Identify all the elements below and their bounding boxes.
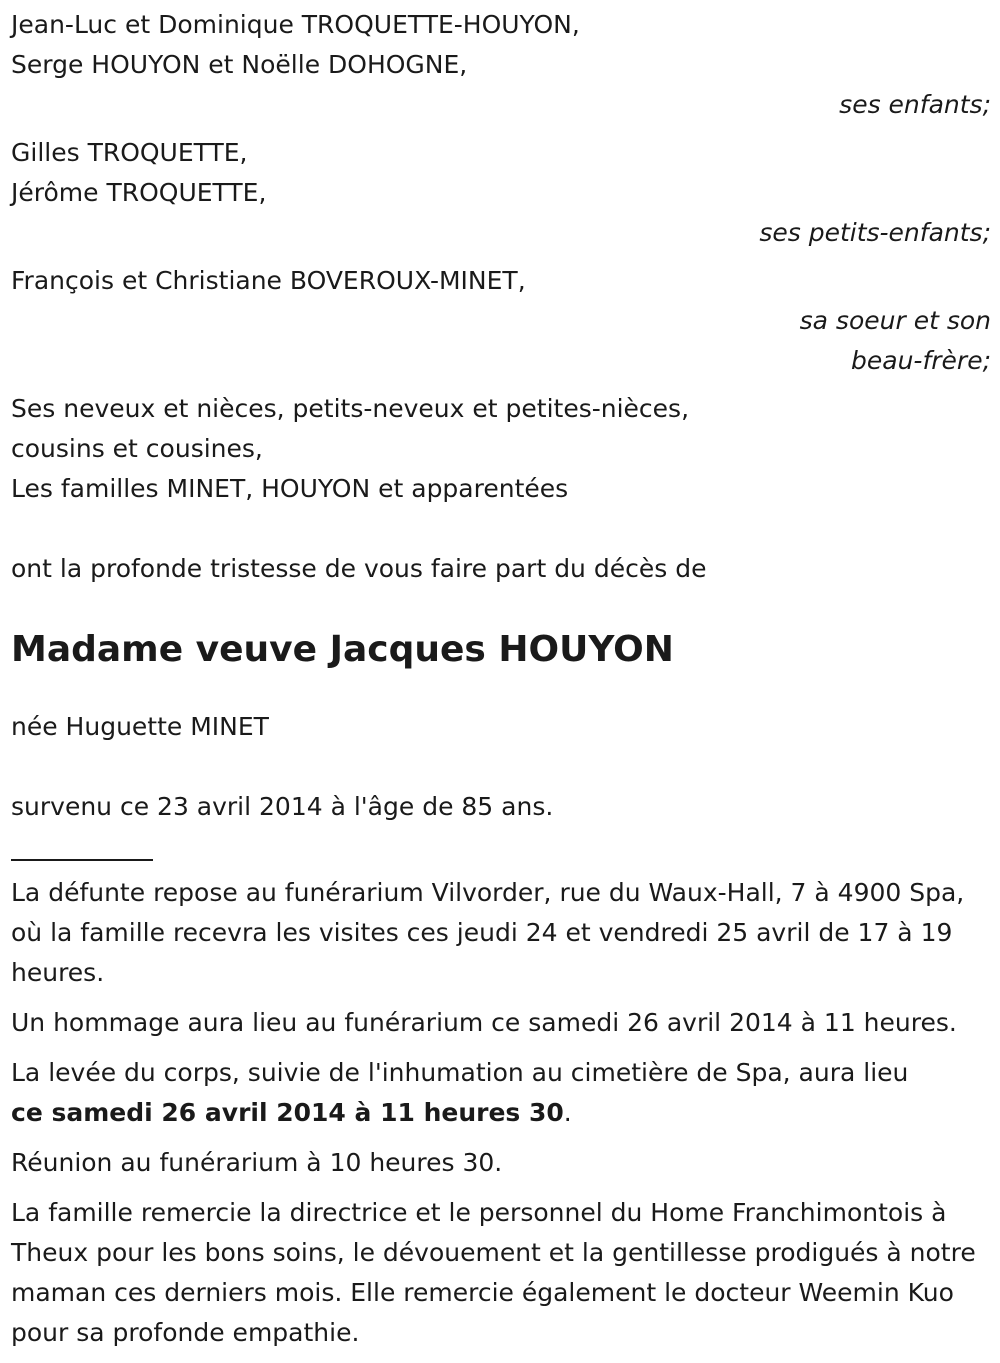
sister-section: [11, 261, 991, 381]
announcement-text: ont la profonde tristesse de vous faire part du décès de: [11, 554, 707, 583]
sister-label: beau-frère;: [851, 346, 991, 375]
deceased-name: Madame veuve Jacques HOUYON: [11, 629, 674, 670]
grandchildren-line: Gilles TROQUETTE,: [11, 138, 248, 167]
repose-paragraph: La défunte repose au funérarium Vilvorder, rue du Waux-Hall, 7 à 4900 Spa, où la famille recevra les visites ces jeudi 24 et vendredi 25 avril de 17 à 19 heures.: [11, 878, 965, 987]
levee-date-bold: ce samedi 26 avril 2014 à 11 heures 30: [11, 1098, 564, 1127]
levee-paragraph: [11, 1053, 991, 1133]
grandchildren-label: ses petits-enfants;: [759, 218, 991, 247]
grandchildren-section: [11, 133, 991, 253]
family-line: cousins et cousines,: [11, 434, 263, 463]
reunion-paragraph: Réunion au funérarium à 10 heures 30.: [11, 1148, 503, 1177]
thanks-paragraph: La famille remercie la directrice et le personnel du Home Franchimontois à Theux pour les bons soins, le dévouement et la gentillesse prodigués à notre maman ces derniers mois. Elle remercie également le docteur Weemin Kuo pour sa profonde empathie.: [11, 1198, 976, 1347]
family-line: Ses neveux et nièces, petits-neveux et petites-nièces,: [11, 394, 690, 423]
obituary-notice: [11, 5, 991, 1363]
children-line: Serge HOUYON et Noëlle DOHOGNE,: [11, 50, 468, 79]
grandchildren-line: Jérôme TROQUETTE,: [11, 178, 267, 207]
children-line: Jean-Luc et Dominique TROQUETTE-HOUYON,: [11, 10, 580, 39]
maiden-name: née Huguette MINET: [11, 712, 269, 741]
sister-line: François et Christiane BOVEROUX-MINET,: [11, 266, 526, 295]
levee-text: La levée du corps, suivie de l'inhumation au cimetière de Spa, aura lieu: [11, 1058, 909, 1087]
extended-family-section: [11, 389, 991, 509]
children-section: [11, 5, 991, 125]
family-line: Les familles MINET, HOUYON et apparentées: [11, 474, 569, 503]
sister-label: sa soeur et son: [799, 306, 991, 335]
levee-end: .: [563, 1098, 572, 1127]
children-label: ses enfants;: [839, 90, 991, 119]
death-date: survenu ce 23 avril 2014 à l'âge de 85 ans.: [11, 792, 554, 821]
divider: [11, 833, 153, 861]
hommage-paragraph: Un hommage aura lieu au funérarium ce samedi 26 avril 2014 à 11 heures.: [11, 1008, 957, 1037]
